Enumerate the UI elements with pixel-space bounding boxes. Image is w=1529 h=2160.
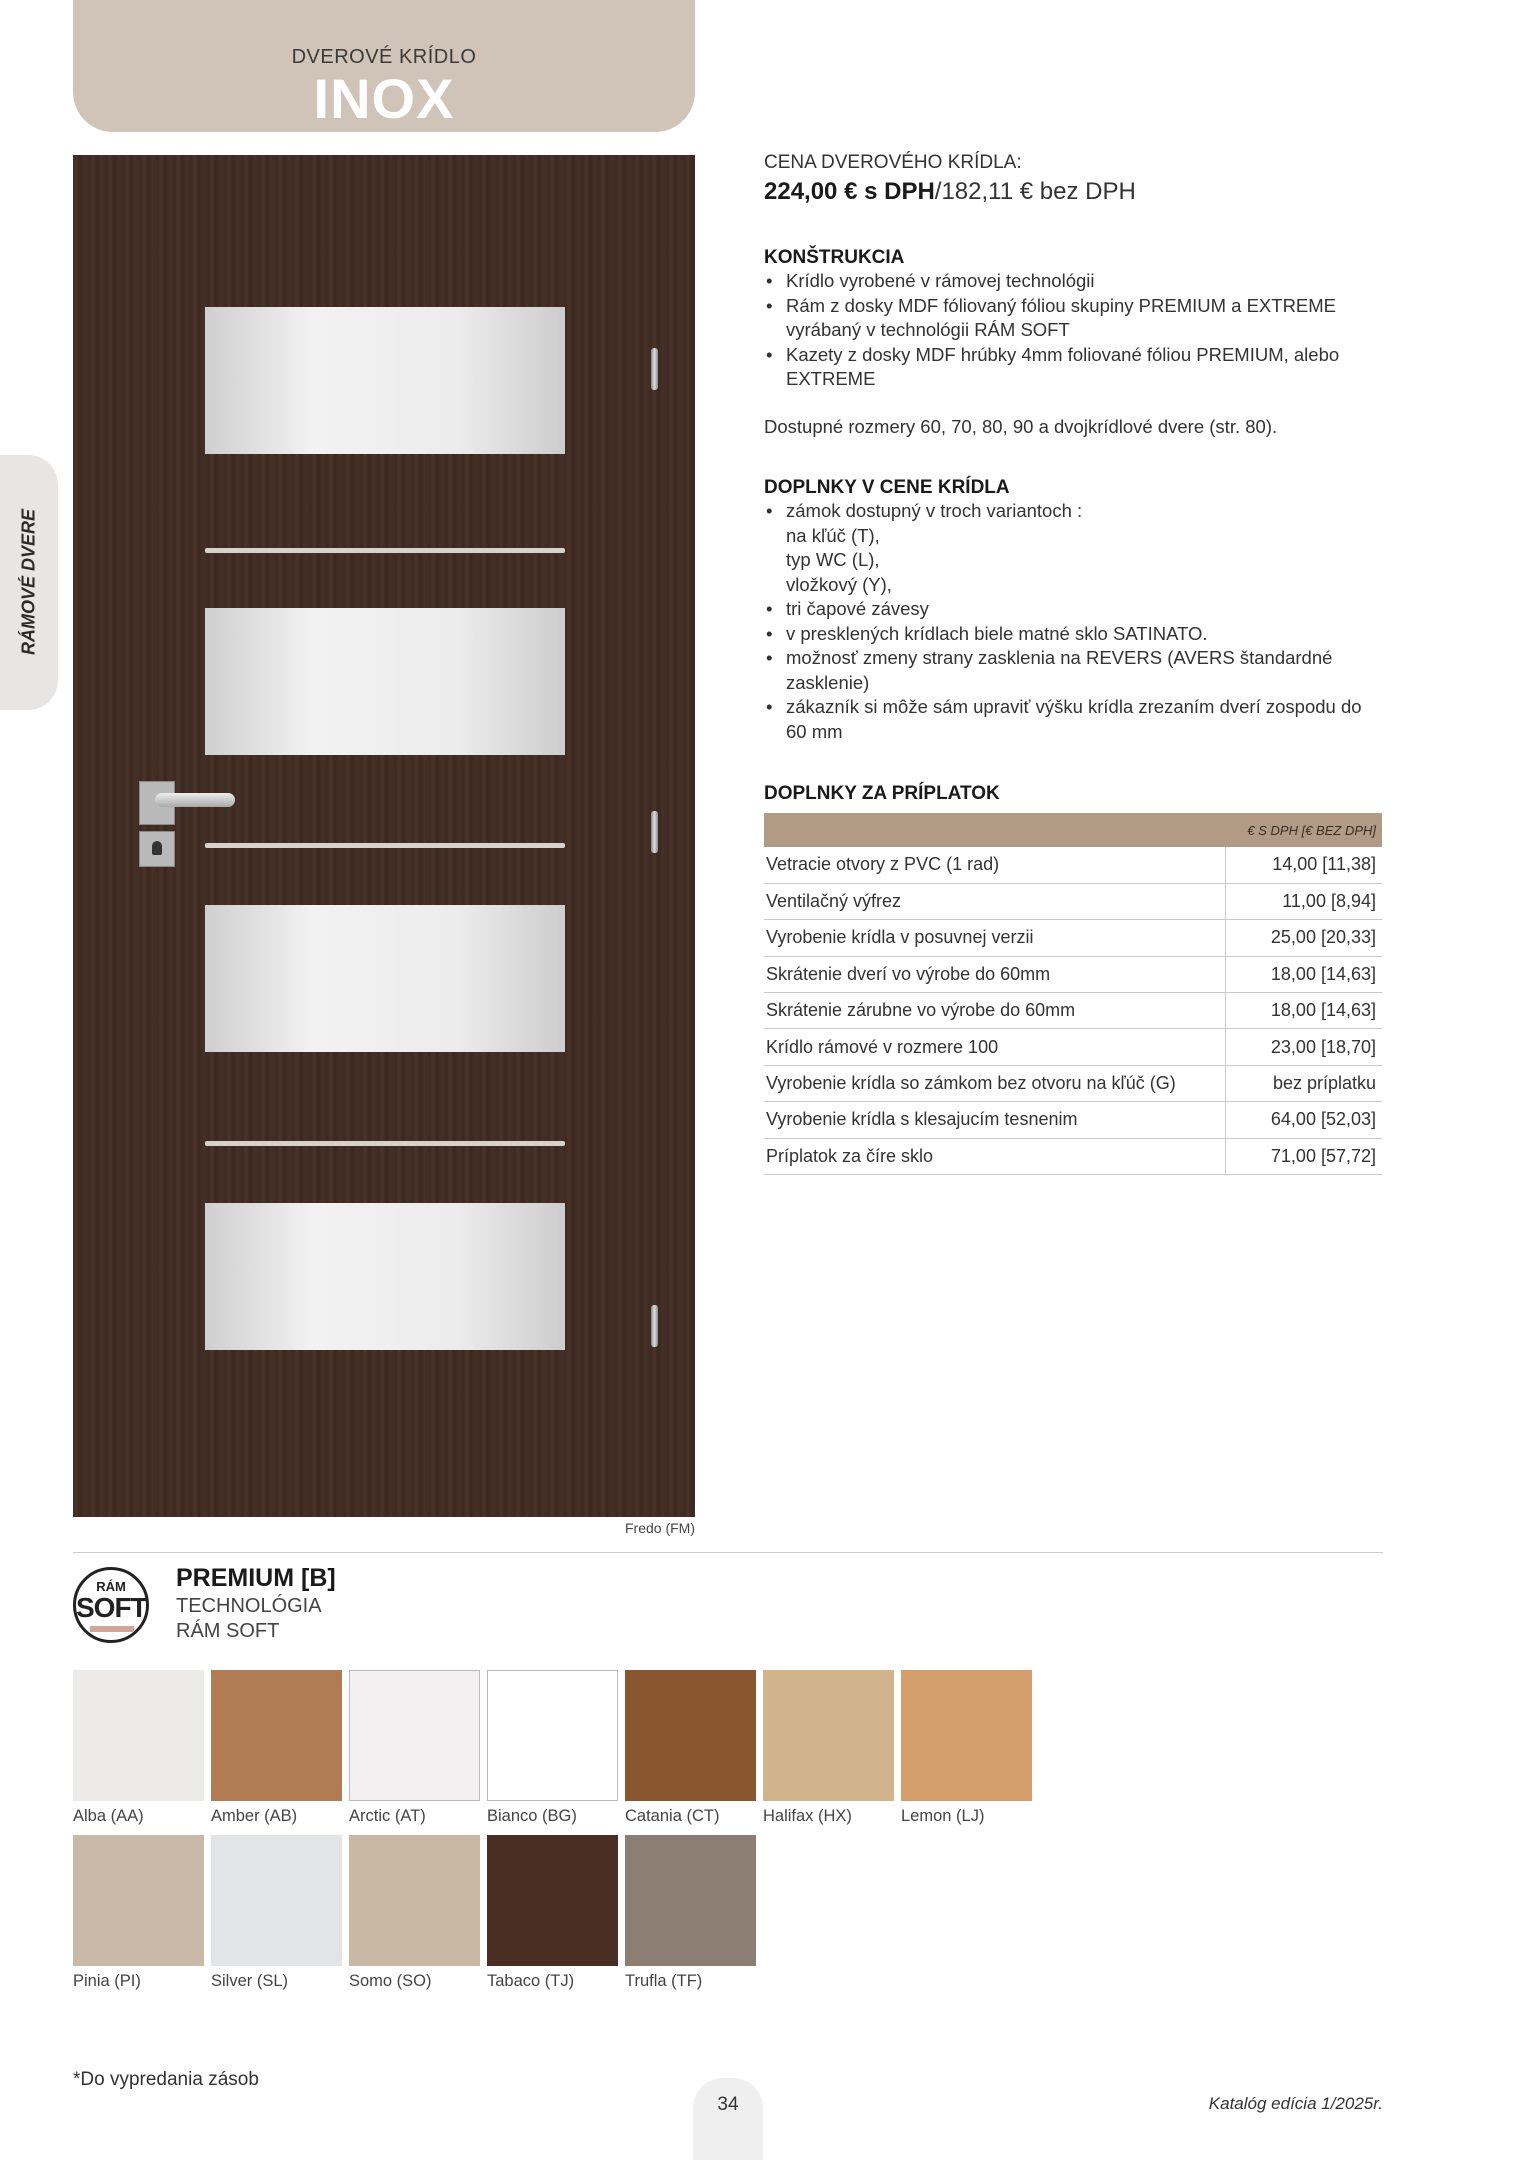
extras-item-name: Krídlo rámové v rozmere 100: [764, 1029, 1225, 1065]
included-item: • tri čapové závesy: [764, 597, 1384, 622]
included-section: [764, 477, 1384, 744]
construction-item: • Kazety z dosky MDF hrúbky 4mm foliované fóliou PREMIUM, alebo EXTREME: [764, 343, 1384, 392]
color-swatch: [211, 1835, 342, 1966]
color-swatch-label: Bianco (BG): [487, 1807, 577, 1825]
logo-bar: [90, 1626, 134, 1632]
extras-item-name: Príplatok za číre sklo: [764, 1138, 1225, 1174]
extras-row: [764, 1138, 1382, 1174]
extras-body: [764, 847, 1382, 1175]
extras-row: [764, 883, 1382, 919]
lock-variant: vložkový (Y),: [786, 573, 892, 595]
extras-item-price: 25,00 [20,33]: [1225, 920, 1382, 956]
keyhole-icon: [152, 841, 162, 855]
glass-panel-3: [205, 905, 565, 1052]
extras-row: [764, 993, 1382, 1029]
extras-item-name: Ventilačný výfrez: [764, 883, 1225, 919]
premium-title: PREMIUM [B]: [176, 1564, 336, 1592]
premium-line-2: RÁM SOFT: [176, 1620, 280, 1642]
included-item: • v presklených krídlach biele matné sklo SATINATO.: [764, 622, 1384, 647]
extras-table: [764, 813, 1382, 1175]
extras-row: [764, 1065, 1382, 1101]
lock-variants-intro: zámok dostupný v troch variantoch :: [786, 500, 1083, 521]
premium-line-1: TECHNOLÓGIA: [176, 1595, 322, 1617]
extras-header-row: [764, 813, 1382, 847]
inox-strip-1: [205, 548, 565, 553]
glass-panel-1: [205, 307, 565, 454]
extras-item-price: 64,00 [52,03]: [1225, 1102, 1382, 1138]
extras-item-name: Vetracie otvory z PVC (1 rad): [764, 847, 1225, 883]
color-swatch: [763, 1670, 894, 1801]
hinge-top: [651, 348, 658, 390]
color-swatch-label: Trufla (TF): [625, 1972, 703, 1990]
section-divider: [73, 1552, 1383, 1553]
price-label: CENA DVEROVÉHO KRÍDLA:: [764, 152, 1022, 173]
extras-row: [764, 847, 1382, 883]
construction-item: • Krídlo vyrobené v rámovej technológii: [764, 269, 1384, 294]
door-image: [73, 155, 695, 1517]
color-swatch: [625, 1670, 756, 1801]
color-swatch: [349, 1670, 480, 1801]
catalog-edition: Katalóg edícia 1/2025r.: [1208, 2094, 1383, 2113]
extras-item-price: bez príplatku: [1225, 1065, 1382, 1101]
color-swatch-label: Amber (AB): [211, 1807, 298, 1825]
color-swatch-label: Lemon (LJ): [901, 1807, 985, 1825]
header-subtitle: DVEROVÉ KRÍDLO: [291, 46, 477, 68]
extras-item-price: 11,00 [8,94]: [1225, 883, 1382, 919]
color-swatch-label: Alba (AA): [73, 1807, 144, 1825]
color-swatch: [349, 1835, 480, 1966]
color-swatch-label: Tabaco (TJ): [487, 1972, 575, 1990]
construction-list: [764, 269, 1384, 392]
color-swatch: [901, 1670, 1032, 1801]
price-without-vat: /182,11 € bez DPH: [934, 178, 1136, 205]
included-item: • zákazník si môže sám upraviť výšku krídla zrezaním dverí zospodu do 60 mm: [764, 695, 1384, 744]
inox-strip-2: [205, 843, 565, 848]
color-swatch-label: Halifax (HX): [763, 1807, 852, 1825]
price: [764, 178, 1384, 206]
page-number-tab: [693, 2078, 763, 2160]
footnote: *Do vypredania zásob: [73, 2069, 259, 2090]
ram-soft-logo: [73, 1567, 149, 1643]
color-swatch-label: Pinia (PI): [73, 1972, 141, 1990]
extras-item-price: 23,00 [18,70]: [1225, 1029, 1382, 1065]
lock-variant: typ WC (L),: [786, 549, 880, 570]
included-item: [764, 646, 1384, 695]
color-swatch: [73, 1670, 204, 1801]
included-item-text: možnosť zmeny strany zasklenia na REVERS (AVERS štandardné zasklenie): [786, 647, 1333, 693]
glass-panel-2: [205, 608, 565, 755]
glass-panel-4: [205, 1203, 565, 1350]
page-number: 34: [717, 2094, 739, 2115]
extras-item-price: 71,00 [57,72]: [1225, 1138, 1382, 1174]
extras-row: [764, 920, 1382, 956]
lock-variant: na kľúč (T),: [786, 524, 880, 546]
color-swatch-label: Silver (SL): [211, 1972, 289, 1990]
construction-section: [764, 247, 1384, 439]
color-swatch-label: Somo (SO): [349, 1972, 432, 1990]
color-swatch: [487, 1670, 618, 1801]
hinge-middle: [651, 811, 658, 853]
premium-subtitle: [176, 1594, 322, 1644]
available-sizes: Dostupné rozmery 60, 70, 80, 90 a dvojkrídlové dvere (str. 80).: [764, 415, 1278, 437]
extras-title: DOPLNKY ZA PRÍPLATOK: [764, 783, 1000, 804]
color-swatch-label: Catania (CT): [625, 1807, 720, 1825]
extras-item-name: Skrátenie dverí vo výrobe do 60mm: [764, 956, 1225, 992]
door-color-caption: Fredo (FM): [625, 1520, 695, 1536]
extras-header-price: € S DPH [€ BEZ DPH]: [1225, 813, 1382, 847]
inox-strip-3: [205, 1141, 565, 1146]
color-swatch: [73, 1835, 204, 1966]
color-swatch-label: Arctic (AT): [349, 1807, 426, 1825]
extras-item-price: 14,00 [11,38]: [1225, 847, 1382, 883]
extras-item-name: Vyrobenie krídla so zámkom bez otvoru na kľúč (G): [764, 1065, 1225, 1101]
side-tab-label: RÁMOVÉ DVERE: [18, 508, 39, 656]
color-swatch: [211, 1670, 342, 1801]
included-item: [764, 499, 1384, 597]
header-title: INOX: [313, 67, 455, 130]
color-swatch: [625, 1835, 756, 1966]
extras-row: [764, 956, 1382, 992]
extras-item-name: Vyrobenie krídla v posuvnej verzii: [764, 920, 1225, 956]
extras-header-empty: [764, 813, 1225, 847]
color-swatch: [487, 1835, 618, 1966]
extras-item-price: 18,00 [14,63]: [1225, 956, 1382, 992]
construction-title: KONŠTRUKCIA: [764, 247, 905, 268]
extras-item-price: 18,00 [14,63]: [1225, 993, 1382, 1029]
hinge-bottom: [651, 1305, 658, 1347]
included-title: DOPLNKY V CENE KRÍDLA: [764, 477, 1010, 498]
price-with-vat: 224,00 € s DPH: [764, 178, 935, 205]
extras-item-name: Vyrobenie krídla s klesajucím tesnenim: [764, 1102, 1225, 1138]
construction-item: • Rám z dosky MDF fóliovaný fóliou skupiny PREMIUM a EXTREME vyrábaný v technológii RÁM SOFT: [764, 294, 1384, 343]
included-list: [764, 499, 1384, 744]
extras-item-name: Skrátenie zárubne vo výrobe do 60mm: [764, 993, 1225, 1029]
logo-main-text: SOFT: [76, 1592, 147, 1623]
extras-row: [764, 1102, 1382, 1138]
header-tab: [73, 0, 695, 132]
extras-row: [764, 1029, 1382, 1065]
door-handle: [155, 793, 235, 807]
logo-top-text: RÁM: [96, 1579, 126, 1594]
